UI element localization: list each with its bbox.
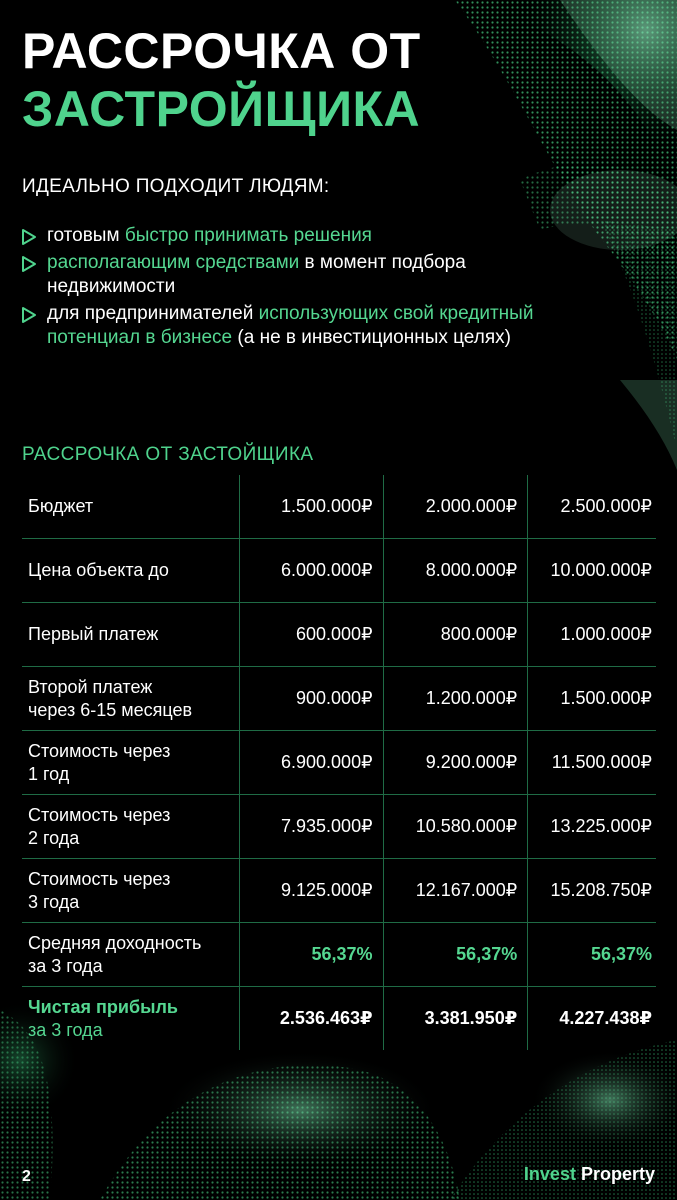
- value-cell: 600.000₽: [239, 603, 383, 667]
- value-cell: 2.000.000₽: [383, 475, 528, 539]
- bullet-list: [20, 224, 580, 353]
- value-cell: 10.000.000₽: [528, 539, 656, 603]
- bullet-highlight: использующих свой кредитный потенциал в бизнесе: [47, 303, 534, 348]
- value-cell: 1.500.000₽: [528, 667, 656, 731]
- brand-word-2: Property: [580, 1164, 655, 1184]
- row-label: [22, 667, 239, 731]
- bullet-item: [20, 224, 580, 248]
- row-label-line-2: за 3 года: [28, 955, 103, 976]
- row-label: Цена объекта до: [22, 539, 239, 603]
- table-row: [22, 475, 656, 539]
- value-cell: 11.500.000₽: [528, 731, 656, 795]
- row-label-line-2: 2 года: [28, 827, 80, 848]
- row-label: [22, 923, 239, 987]
- row-label-line-2: 3 года: [28, 891, 80, 912]
- value-cell: 13.225.000₽: [528, 795, 656, 859]
- row-label-line-1: Стоимость через: [28, 740, 171, 761]
- row-label-line-1: Второй платеж: [28, 676, 153, 697]
- bullet-text: для предпринимателей: [47, 303, 259, 324]
- bullet-highlight: быстро принимать решения: [124, 225, 372, 246]
- row-label-line-2: 1 год: [28, 763, 70, 784]
- bullet-text-tail: (а не в инвестиционных целях): [232, 327, 511, 348]
- row-label-line-1: Средняя доходность: [28, 932, 202, 953]
- profit-value: 3.381.950₽: [383, 987, 528, 1051]
- triangle-bullet-icon: [20, 255, 38, 273]
- row-label-line-2: за 3 года: [28, 1019, 103, 1040]
- yield-value: 56,37%: [239, 923, 383, 987]
- bullet-text: готовым: [47, 225, 125, 246]
- page-number: 2: [22, 1168, 31, 1185]
- installment-table: [22, 475, 656, 1050]
- table-row: [22, 859, 656, 923]
- value-cell: 7.935.000₽: [239, 795, 383, 859]
- row-label-line-2: через 6-15 месяцев: [28, 699, 193, 720]
- table-row: [22, 603, 656, 667]
- table-row: [22, 795, 656, 859]
- triangle-bullet-icon: [20, 228, 38, 246]
- row-label: [22, 987, 239, 1051]
- value-cell: 10.580.000₽: [383, 795, 528, 859]
- value-cell: 900.000₽: [239, 667, 383, 731]
- brand-word-1: Invest: [523, 1164, 576, 1184]
- bullet-text-tail: в момент подбора недвижимости: [47, 252, 466, 297]
- profit-value: 2.536.463₽: [239, 987, 383, 1051]
- bullet-item: [20, 302, 580, 350]
- brand-logo: [524, 1164, 655, 1185]
- page-title: [22, 22, 421, 138]
- yield-value: 56,37%: [528, 923, 656, 987]
- value-cell: 2.500.000₽: [528, 475, 656, 539]
- row-label: [22, 795, 239, 859]
- table-row: [22, 667, 656, 731]
- row-label: [22, 859, 239, 923]
- bullet-item: [20, 251, 580, 299]
- triangle-bullet-icon: [20, 306, 38, 324]
- row-label: [22, 731, 239, 795]
- value-cell: 6.900.000₽: [239, 731, 383, 795]
- intro-heading: ИДЕАЛЬНО ПОДХОДИТ ЛЮДЯМ:: [22, 176, 330, 197]
- value-cell: 1.000.000₽: [528, 603, 656, 667]
- profit-value: 4.227.438₽: [528, 987, 656, 1051]
- value-cell: 9.200.000₽: [383, 731, 528, 795]
- section-label: РАССРОЧКА ОТ ЗАСТОЙЩИКА: [22, 444, 314, 465]
- row-label-line-1: Чистая прибыль: [28, 996, 178, 1017]
- row-label-line-1: Стоимость через: [28, 868, 171, 889]
- value-cell: 8.000.000₽: [383, 539, 528, 603]
- value-cell: 800.000₽: [383, 603, 528, 667]
- row-label-line-1: Стоимость через: [28, 804, 171, 825]
- yield-value: 56,37%: [383, 923, 528, 987]
- table-row: [22, 987, 656, 1051]
- row-label: Бюджет: [28, 496, 94, 516]
- bullet-highlight: располагающим средствами: [47, 252, 300, 273]
- title-line-2: ЗАСТРОЙЩИКА: [22, 81, 421, 137]
- value-cell: 12.167.000₽: [383, 859, 528, 923]
- table-row: [22, 923, 656, 987]
- value-cell: 9.125.000₽: [239, 859, 383, 923]
- table-row: [22, 731, 656, 795]
- title-line-1: РАССРОЧКА ОТ: [22, 23, 421, 79]
- row-label: Первый платеж: [22, 603, 239, 667]
- value-cell: 6.000.000₽: [239, 539, 383, 603]
- value-cell: 1.200.000₽: [383, 667, 528, 731]
- value-cell: 1.500.000₽: [239, 475, 383, 539]
- table-row: [22, 539, 656, 603]
- value-cell: 15.208.750₽: [528, 859, 656, 923]
